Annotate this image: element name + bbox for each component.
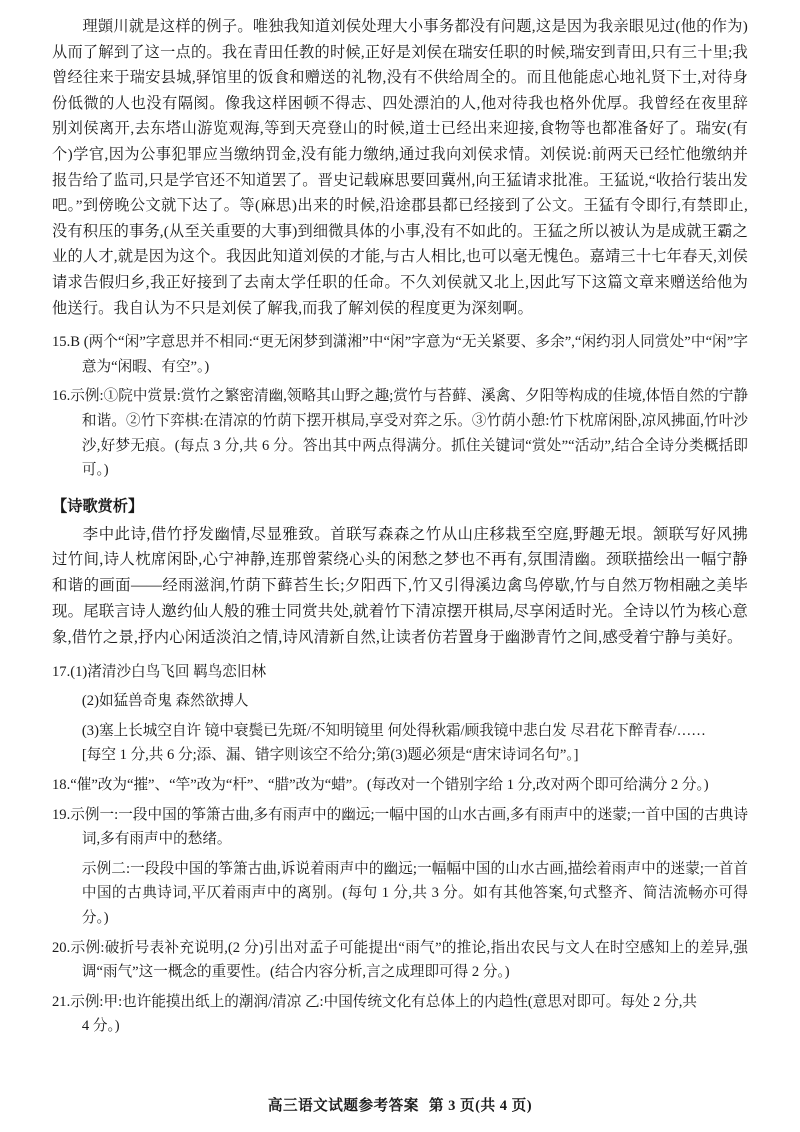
translation-paragraph: 理顗川就是这样的例子。唯独我知道刘侯处理大小事务都没有问题,这是因为我亲眼见过(他的作为)从而了解到了这一点的。我在青田任教的时候,正好是刘侯在瑞安任职的时候,瑞安到青田,只有三十里;我曾经往来于瑞安县城,驿馆里的饭食和赠送的礼物,没有不供给周全的。而且他能虑心地礼贤下士,对待身份低微的人也没有隔阂。像我这样困顿不得志、四处漂泊的人,他对待我也格外优厚。我曾经在夜里辞别刘侯离开,去东塔山游览观海,等到天亮登山的时候,道士已经出来迎接,食物等也都准备好了。瑞安(有个)学官,因为公事犯罪应当缴纳罚金,没有能力缴纳,通过我向刘侯求情。刘侯说:前两天已经忙他缴纳并报告给了监司,只是学官还不知道罢了。晋史记载麻思要回冀州,向王猛请求批准。王猛说,“收拾行装出发吧。”到傍晚公文就下达了。等(麻思)出来的时候,沿途郡县都已经接到了公文。王猛有令即行,有禁即止,没有积压的事务,(从至关重要的大事)到细微具体的小事,没有不如此的。王猛之所以被认为是成就王霸之业的人才,就是因为这个。我因此知道刘侯的才能,与古人相比,也可以毫无愧色。嘉靖三十七年春天,刘侯请求告假归乡,我正好接到了去南太学任职的任命。不久刘侯就又北上,因此写下这篇文章来赠送给他为他送行。我自认为不只是刘侯了解我,而我了解刘侯的程度更为深刻啊。 [52, 18, 748, 317]
answer-item-19-1: 19.示例一:一段中国的筝箫古曲,多有雨声中的幽远;一幅中国的山水古画,多有雨声中的迷蒙;一首中国的古典诗词,多有雨声中的愁绪。 [52, 806, 748, 848]
answer-item-21-2: 4 分。) [81, 1018, 120, 1035]
answer-item-20: 20.示例:破折号表补充说明,(2 分)引出对孟子可能提出“雨气”的推论,指出农民与文人在时空感知上的差异,强调“雨气”这一概念的重要性。(结合内容分析,言之成理即可得 2 分。) [52, 939, 748, 981]
answer-item-17-note: [每空 1 分,共 6 分;添、漏、错字则该空不给分;第(3)题必须是“唐宋诗词名句”。] [81, 747, 579, 764]
answer-item-17-1: 17.(1)渚清沙白鸟飞回 羁鸟恋旧林 [52, 663, 267, 680]
answer-item-17-3: (3)塞上长城空自许 镜中衰鬓已先斑/不知明镜里 何处得秋霜/顾我镜中悲白发 尽君花下醉青春/…… [81, 722, 706, 739]
answer-item-17-2: (2)如猛兽奇鬼 森然欲搏人 [81, 693, 249, 710]
spacer [52, 321, 748, 330]
appreciation-heading: 【诗歌赏析】 [52, 497, 144, 515]
answer-item-15: 15.B (两个“闲”字意思并不相同:“更无闲梦到潇湘”中“闲”字意为“无关紧要、多余”,“闲约羽人同赏处”中“闲”字意为“闲暇、有空”。) [52, 334, 748, 375]
appreciation-body: 李中此诗,借竹抒发幽情,尽显雅致。首联写森森之竹从山庄移栽至空庭,野趣无垠。颔联写好风拂过竹间,诗人枕席闲卧,心宁神静,连那曾萦绕心头的闲愁之梦也不再有,氛围清幽。颈联描绘出一幅宁静和谐的画面——经雨滋润,竹荫下藓苔生长;夕阳西下,竹又引得溪边禽鸟停歇,竹与自然万物相融之美毕现。尾联言诗人邀约仙人般的雅士同赏共处,就着竹下清凉摆开棋局,尽享闲适时光。全诗以竹为核心意象,借竹之景,抒内心闲适淡泊之情,诗风清新自然,让读者仿若置身于幽渺青竹之间,感受着宁静与美好。 [52, 525, 748, 646]
spacer [52, 651, 748, 660]
answer-item-21-1: 21.示例:甲:也许能摸出纸上的潮润/清凉 乙:中国传统文化有总体上的内趋性(意思对即可。每处 2 分,共 [52, 993, 697, 1010]
page-footer [0, 1094, 800, 1115]
answer-item-16: 16.示例:①院中赏景:赏竹之繁密清幽,领略其山野之趣;赏竹与苔藓、溪禽、夕阳等构成的佳境,体悟自然的宁静和谐。②竹下弈棋:在清凉的竹荫下摆开棋局,享受对弈之乐。③竹荫小憩:竹下枕席闲卧,凉风拂面,竹叶沙沙,好梦无痕。(每点 3 分,共 6 分。答出其中两点得满分。抓住关键词“赏处”“活动”,结合全诗分类概括即可。) [52, 388, 748, 479]
footer-page-number: 第 3 页(共 4 页) [428, 1098, 533, 1114]
answer-item-19-2: 示例二:一段段中国的筝箫古曲,诉说着雨声中的幽远;一幅幅中国的山水古画,描绘着雨声中的迷蒙;一首首中国的古典诗词,平仄着雨声中的离别。(每句 1 分,共 3 分。如有其他答案,句式整齐、简洁流畅亦可得分。) [81, 860, 748, 927]
answer-item-18: 18.“催”改为“摧”、“竿”改为“杆”、“腊”改为“蜡”。(每改对一个错别字给 1 分,改对两个即可给满分 2 分。) [52, 777, 709, 794]
footer-title: 高三语文试题参考答案 [267, 1098, 419, 1114]
